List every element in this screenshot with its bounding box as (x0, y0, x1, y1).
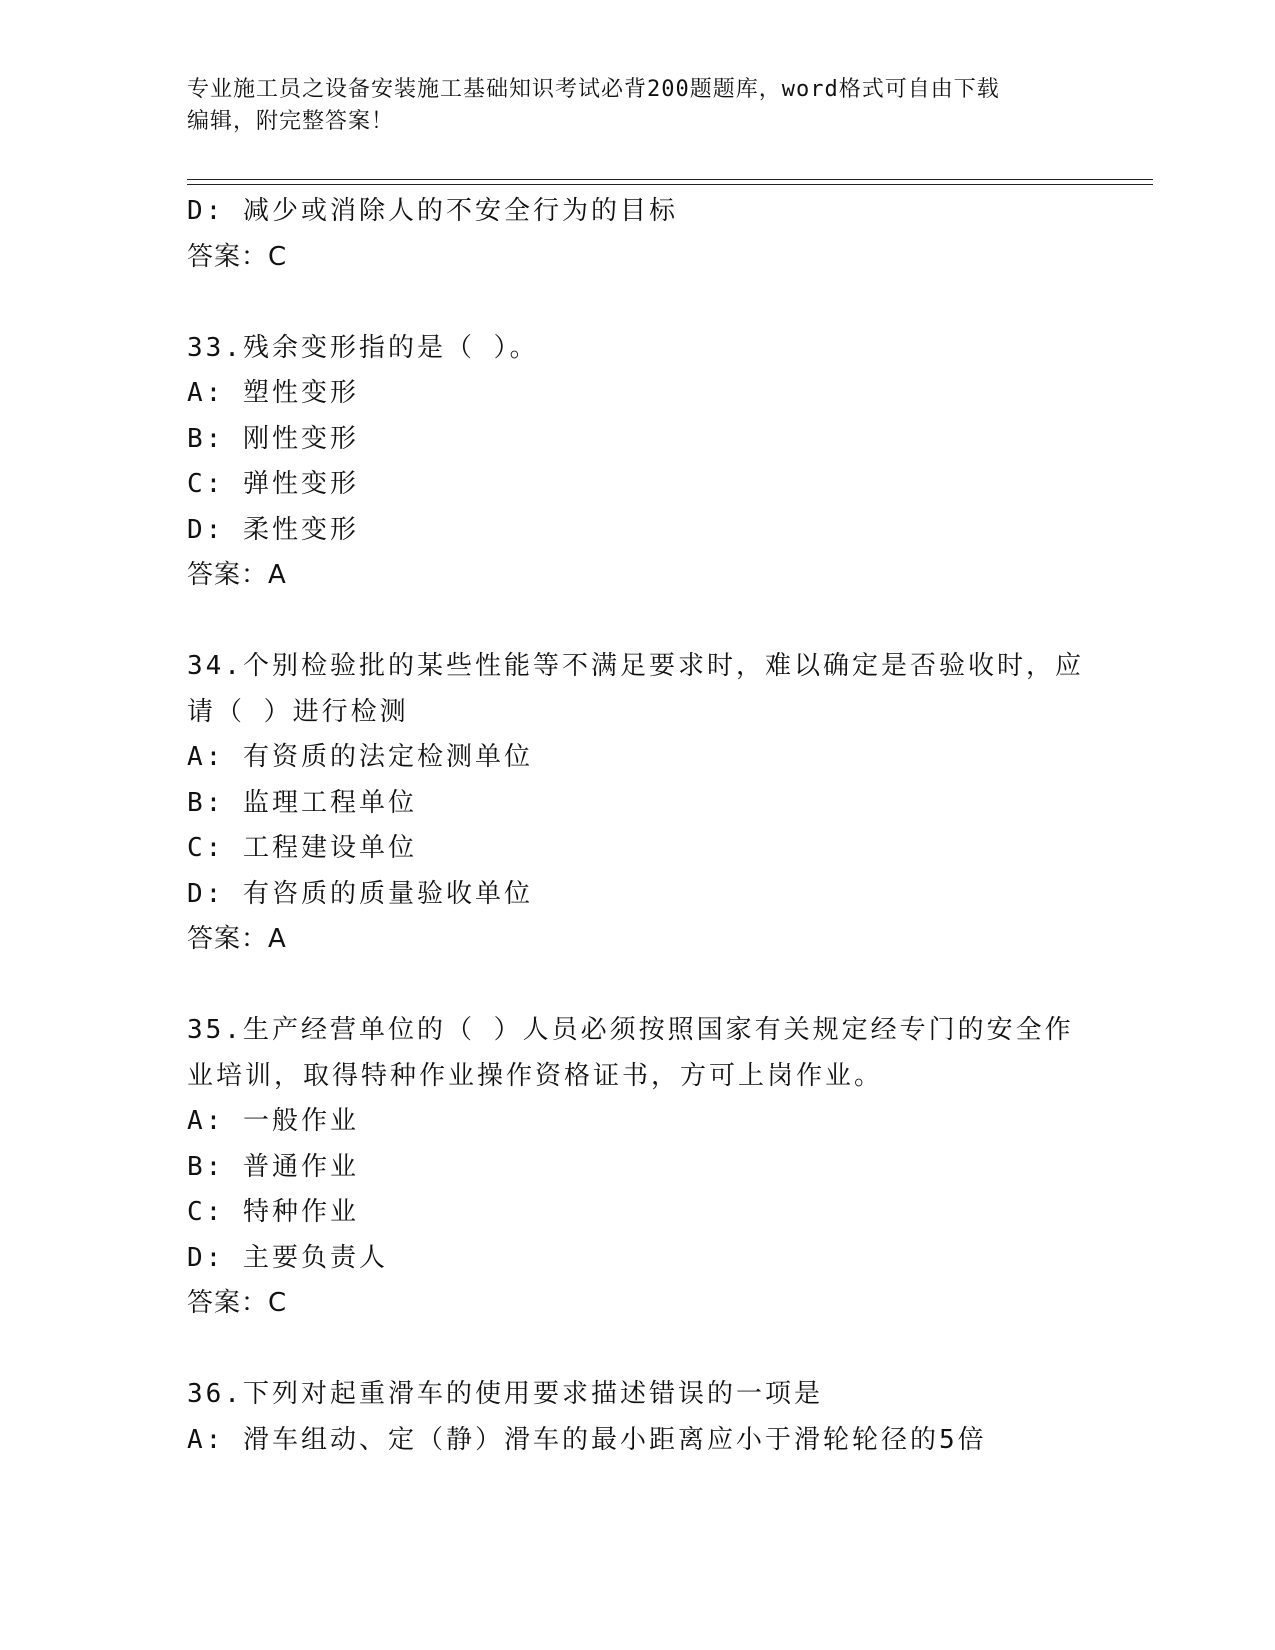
q36-question: 36.下列对起重滑车的使用要求描述错误的一项是 (187, 1379, 823, 1409)
q35-option-c: C: 特种作业 (187, 1197, 359, 1227)
spacer (187, 1327, 1087, 1373)
q35-option-b: B: 普通作业 (187, 1151, 359, 1182)
q35-option-a: A: 一般作业 (187, 1106, 359, 1136)
q34-option-b: B: 监理工程单位 (187, 787, 417, 818)
q35-question-line-1: 35.生产经营单位的（ ）人员必须按照国家有关规定经专门的安全作 (187, 1015, 1074, 1045)
question-list (187, 189, 1087, 1463)
q33-option-b: B: 刚性变形 (187, 423, 359, 454)
q33-question: 33.残余变形指的是（ ）。 (187, 332, 539, 363)
header-divider-bottom (187, 184, 1153, 185)
q33-answer: 答案：A (187, 560, 287, 590)
q34-answer: 答案：A (187, 924, 287, 954)
q34-option-c: C: 工程建设单位 (187, 833, 417, 863)
q36-option-a: A: 滑车组动、定（静）滑车的最小距离应小于滑轮轮径的5倍 (187, 1424, 987, 1455)
q35-option-d: D: 主要负责人 (187, 1242, 388, 1273)
q33-option-c: C: 弹性变形 (187, 469, 359, 499)
spacer (187, 599, 1087, 645)
header-line-2: 编辑，附完整答案！ (187, 109, 395, 134)
spacer (187, 963, 1087, 1009)
header-line-1: 专业施工员之设备安装施工基础知识考试必背200题题库，word格式可自由下载 (187, 77, 1000, 102)
q34-option-a: A: 有资质的法定检测单位 (187, 742, 533, 772)
q34-option-d: D: 有咨质的质量验收单位 (187, 878, 533, 909)
q32-answer: 答案：C (187, 241, 288, 272)
spacer (187, 280, 1087, 326)
q32-option-d: D: 减少或消除人的不安全行为的目标 (187, 196, 678, 226)
header-divider-top (187, 179, 1153, 180)
q35-question-line-2: 业培训，取得特种作业操作资格证书，方可上岗作业。 (187, 1060, 884, 1091)
document-header (187, 74, 1067, 138)
q33-option-d: D: 柔性变形 (187, 514, 359, 545)
q34-question-line-2: 请（ ）进行检测 (187, 696, 409, 727)
q34-question-line-1: 34.个别检验批的某些性能等不满足要求时，难以确定是否验收时，应 (187, 651, 1084, 681)
q33-option-a: A: 塑性变形 (187, 378, 359, 408)
q35-answer: 答案：C (187, 1288, 288, 1318)
